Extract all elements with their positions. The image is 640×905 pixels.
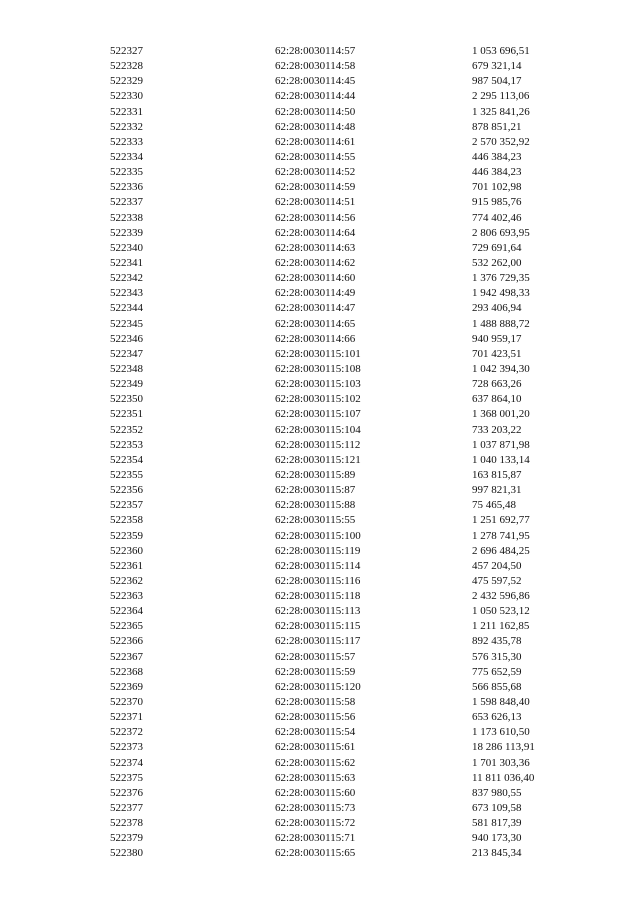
cadastral-number: 62:28:0030115:116: [275, 574, 361, 587]
row-number: 522359: [110, 529, 143, 542]
table-row: [0, 816, 640, 831]
cadastral-value: 1 701 303,36: [472, 756, 530, 769]
cadastral-value: 576 315,30: [472, 650, 522, 663]
cadastral-number: 62:28:0030114:58: [275, 60, 356, 73]
table-row: [0, 740, 640, 755]
cadastral-value: 163 815,87: [472, 468, 522, 481]
row-number: 522351: [110, 408, 143, 421]
table-row: [0, 801, 640, 816]
cadastral-value: 293 406,94: [472, 302, 522, 315]
table-row: [0, 332, 640, 347]
cadastral-value: 1 376 729,35: [472, 272, 530, 285]
cadastral-value: 940 959,17: [472, 332, 522, 345]
row-number: 522343: [110, 287, 143, 300]
row-number: 522358: [110, 514, 143, 527]
cadastral-value-table: [0, 44, 640, 862]
cadastral-value: 1 598 848,40: [472, 696, 530, 709]
cadastral-number: 62:28:0030114:61: [275, 135, 356, 148]
cadastral-value: 673 109,58: [472, 802, 522, 815]
table-row: [0, 317, 640, 332]
cadastral-value: 774 402,46: [472, 211, 522, 224]
row-number: 522336: [110, 181, 143, 194]
row-number: 522370: [110, 696, 143, 709]
table-row: [0, 195, 640, 210]
cadastral-number: 62:28:0030115:102: [275, 393, 361, 406]
cadastral-number: 62:28:0030115:73: [275, 802, 356, 815]
cadastral-number: 62:28:0030115:58: [275, 696, 356, 709]
cadastral-value: 1 942 498,33: [472, 287, 530, 300]
cadastral-number: 62:28:0030114:45: [275, 75, 356, 88]
cadastral-number: 62:28:0030114:55: [275, 150, 356, 163]
row-number: 522337: [110, 196, 143, 209]
row-number: 522354: [110, 453, 143, 466]
cadastral-value: 581 817,39: [472, 817, 522, 830]
table-row: [0, 468, 640, 483]
cadastral-number: 62:28:0030115:55: [275, 514, 356, 527]
row-number: 522376: [110, 786, 143, 799]
cadastral-number: 62:28:0030115:107: [275, 408, 361, 421]
table-row: [0, 574, 640, 589]
table-row: [0, 226, 640, 241]
row-number: 522340: [110, 241, 143, 254]
table-row: [0, 513, 640, 528]
cadastral-number: 62:28:0030115:101: [275, 347, 361, 360]
cadastral-value: 1 325 841,26: [472, 105, 530, 118]
cadastral-number: 62:28:0030115:87: [275, 484, 356, 497]
table-row: [0, 498, 640, 513]
cadastral-number: 62:28:0030115:108: [275, 362, 361, 375]
table-row: [0, 89, 640, 104]
row-number: 522332: [110, 120, 143, 133]
cadastral-number: 62:28:0030115:117: [275, 635, 361, 648]
row-number: 522355: [110, 468, 143, 481]
row-number: 522353: [110, 438, 143, 451]
row-number: 522360: [110, 544, 143, 557]
table-row: [0, 150, 640, 165]
row-number: 522361: [110, 559, 143, 572]
table-row: [0, 211, 640, 226]
row-number: 522328: [110, 60, 143, 73]
table-row: [0, 377, 640, 392]
cadastral-number: 62:28:0030115:120: [275, 680, 361, 693]
row-number: 522342: [110, 272, 143, 285]
cadastral-number: 62:28:0030115:104: [275, 423, 361, 436]
cadastral-value: 837 980,55: [472, 786, 522, 799]
table-row: [0, 59, 640, 74]
table-row: [0, 453, 640, 468]
row-number: 522375: [110, 771, 143, 784]
cadastral-value: 18 286 113,91: [472, 741, 535, 754]
cadastral-value: 701 102,98: [472, 181, 522, 194]
table-row: [0, 44, 640, 59]
table-row: [0, 529, 640, 544]
row-number: 522371: [110, 711, 143, 724]
row-number: 522374: [110, 756, 143, 769]
cadastral-number: 62:28:0030115:112: [275, 438, 361, 451]
cadastral-value: 457 204,50: [472, 559, 522, 572]
cadastral-value: 11 811 036,40: [472, 771, 535, 784]
row-number: 522362: [110, 574, 143, 587]
row-number: 522379: [110, 832, 143, 845]
cadastral-value: 446 384,23: [472, 150, 522, 163]
table-row: [0, 771, 640, 786]
table-row: [0, 438, 640, 453]
cadastral-number: 62:28:0030114:59: [275, 181, 356, 194]
row-number: 522329: [110, 75, 143, 88]
table-row: [0, 710, 640, 725]
cadastral-number: 62:28:0030114:47: [275, 302, 356, 315]
table-row: [0, 604, 640, 619]
row-number: 522341: [110, 256, 143, 269]
cadastral-value: 679 321,14: [472, 60, 522, 73]
cadastral-number: 62:28:0030114:64: [275, 226, 356, 239]
row-number: 522349: [110, 378, 143, 391]
cadastral-value: 892 435,78: [472, 635, 522, 648]
cadastral-value: 2 570 352,92: [472, 135, 530, 148]
table-row: [0, 271, 640, 286]
cadastral-number: 62:28:0030114:62: [275, 256, 356, 269]
cadastral-number: 62:28:0030115:71: [275, 832, 356, 845]
table-row: [0, 301, 640, 316]
cadastral-number: 62:28:0030114:56: [275, 211, 356, 224]
table-row: [0, 165, 640, 180]
cadastral-number: 62:28:0030114:66: [275, 332, 356, 345]
row-number: 522366: [110, 635, 143, 648]
cadastral-number: 62:28:0030114:48: [275, 120, 356, 133]
row-number: 522330: [110, 90, 143, 103]
table-row: [0, 286, 640, 301]
cadastral-number: 62:28:0030114:63: [275, 241, 356, 254]
cadastral-value: 1 251 692,77: [472, 514, 530, 527]
cadastral-value: 775 652,59: [472, 665, 522, 678]
table-row: [0, 135, 640, 150]
cadastral-number: 62:28:0030115:59: [275, 665, 356, 678]
row-number: 522327: [110, 45, 143, 57]
cadastral-number: 62:28:0030115:65: [275, 847, 356, 860]
cadastral-number: 62:28:0030114:49: [275, 287, 356, 300]
cadastral-number: 62:28:0030115:121: [275, 453, 361, 466]
cadastral-number: 62:28:0030115:63: [275, 771, 356, 784]
row-number: 522346: [110, 332, 143, 345]
table-row: [0, 120, 640, 135]
row-number: 522345: [110, 317, 143, 330]
table-row: [0, 665, 640, 680]
cadastral-number: 62:28:0030115:103: [275, 378, 361, 391]
cadastral-number: 62:28:0030115:72: [275, 817, 356, 830]
row-number: 522352: [110, 423, 143, 436]
cadastral-number: 62:28:0030115:89: [275, 468, 356, 481]
cadastral-value: 75 465,48: [472, 499, 516, 512]
cadastral-number: 62:28:0030115:119: [275, 544, 361, 557]
table-row: [0, 725, 640, 740]
cadastral-value: 987 504,17: [472, 75, 522, 88]
cadastral-value: 637 864,10: [472, 393, 522, 406]
cadastral-number: 62:28:0030115:115: [275, 620, 361, 633]
table-row: [0, 756, 640, 771]
cadastral-value: 1 040 133,14: [472, 453, 530, 466]
cadastral-value: 1 278 741,95: [472, 529, 530, 542]
cadastral-number: 62:28:0030114:65: [275, 317, 356, 330]
row-number: 522377: [110, 802, 143, 815]
row-number: 522368: [110, 665, 143, 678]
cadastral-number: 62:28:0030114:50: [275, 105, 356, 118]
row-number: 522372: [110, 726, 143, 739]
cadastral-number: 62:28:0030114:51: [275, 196, 356, 209]
cadastral-number: 62:28:0030115:60: [275, 786, 356, 799]
cadastral-number: 62:28:0030115:61: [275, 741, 356, 754]
row-number: 522363: [110, 590, 143, 603]
cadastral-value: 2 696 484,25: [472, 544, 530, 557]
table-row: [0, 74, 640, 89]
cadastral-value: 701 423,51: [472, 347, 522, 360]
cadastral-value: 729 691,64: [472, 241, 522, 254]
cadastral-value: 566 855,68: [472, 680, 522, 693]
cadastral-number: 62:28:0030114:57: [275, 45, 356, 57]
table-row: [0, 347, 640, 362]
table-row: [0, 256, 640, 271]
cadastral-number: 62:28:0030115:113: [275, 605, 361, 618]
row-number: 522380: [110, 847, 143, 860]
table-row: [0, 241, 640, 256]
row-number: 522364: [110, 605, 143, 618]
table-row: [0, 392, 640, 407]
table-row: [0, 786, 640, 801]
cadastral-value: 733 203,22: [472, 423, 522, 436]
row-number: 522331: [110, 105, 143, 118]
cadastral-number: 62:28:0030114:44: [275, 90, 356, 103]
row-number: 522344: [110, 302, 143, 315]
table-row: [0, 423, 640, 438]
cadastral-value: 1 368 001,20: [472, 408, 530, 421]
cadastral-number: 62:28:0030115:100: [275, 529, 361, 542]
cadastral-value: 1 037 871,98: [472, 438, 530, 451]
table-row: [0, 544, 640, 559]
table-row: [0, 680, 640, 695]
cadastral-value: 653 626,13: [472, 711, 522, 724]
cadastral-value: 1 042 394,30: [472, 362, 530, 375]
table-row: [0, 695, 640, 710]
cadastral-value: 915 985,76: [472, 196, 522, 209]
cadastral-number: 62:28:0030115:88: [275, 499, 356, 512]
cadastral-number: 62:28:0030115:56: [275, 711, 356, 724]
cadastral-value: 878 851,21: [472, 120, 522, 133]
table-row: [0, 180, 640, 195]
cadastral-value: 997 821,31: [472, 484, 522, 497]
table-row: [0, 846, 640, 861]
row-number: 522367: [110, 650, 143, 663]
table-row: [0, 589, 640, 604]
cadastral-number: 62:28:0030115:114: [275, 559, 361, 572]
cadastral-value: 213 845,34: [472, 847, 522, 860]
cadastral-number: 62:28:0030115:54: [275, 726, 356, 739]
row-number: 522338: [110, 211, 143, 224]
cadastral-number: 62:28:0030114:52: [275, 166, 356, 179]
table-row: [0, 483, 640, 498]
table-row: [0, 559, 640, 574]
cadastral-number: 62:28:0030115:62: [275, 756, 356, 769]
cadastral-value: 446 384,23: [472, 166, 522, 179]
cadastral-value: 2 806 693,95: [472, 226, 530, 239]
row-number: 522356: [110, 484, 143, 497]
table-row: [0, 634, 640, 649]
row-number: 522357: [110, 499, 143, 512]
table-row: [0, 650, 640, 665]
cadastral-value: 940 173,30: [472, 832, 522, 845]
table-row: [0, 619, 640, 634]
cadastral-number: 62:28:0030115:118: [275, 590, 361, 603]
cadastral-value: 2 295 113,06: [472, 90, 530, 103]
table-row: [0, 407, 640, 422]
row-number: 522350: [110, 393, 143, 406]
row-number: 522335: [110, 166, 143, 179]
cadastral-value: 1 050 523,12: [472, 605, 530, 618]
table-row: [0, 362, 640, 377]
cadastral-value: 475 597,52: [472, 574, 522, 587]
row-number: 522334: [110, 150, 143, 163]
row-number: 522333: [110, 135, 143, 148]
cadastral-value: 1 053 696,51: [472, 45, 530, 57]
cadastral-value: 532 262,00: [472, 256, 522, 269]
cadastral-value: 1 173 610,50: [472, 726, 530, 739]
cadastral-value: 1 211 162,85: [472, 620, 530, 633]
row-number: 522369: [110, 680, 143, 693]
row-number: 522339: [110, 226, 143, 239]
row-number: 522373: [110, 741, 143, 754]
cadastral-number: 62:28:0030115:57: [275, 650, 356, 663]
cadastral-value: 728 663,26: [472, 378, 522, 391]
cadastral-value: 1 488 888,72: [472, 317, 530, 330]
row-number: 522347: [110, 347, 143, 360]
table-row: [0, 105, 640, 120]
cadastral-value: 2 432 596,86: [472, 590, 530, 603]
cadastral-number: 62:28:0030114:60: [275, 272, 356, 285]
row-number: 522365: [110, 620, 143, 633]
row-number: 522348: [110, 362, 143, 375]
table-row: [0, 831, 640, 846]
row-number: 522378: [110, 817, 143, 830]
